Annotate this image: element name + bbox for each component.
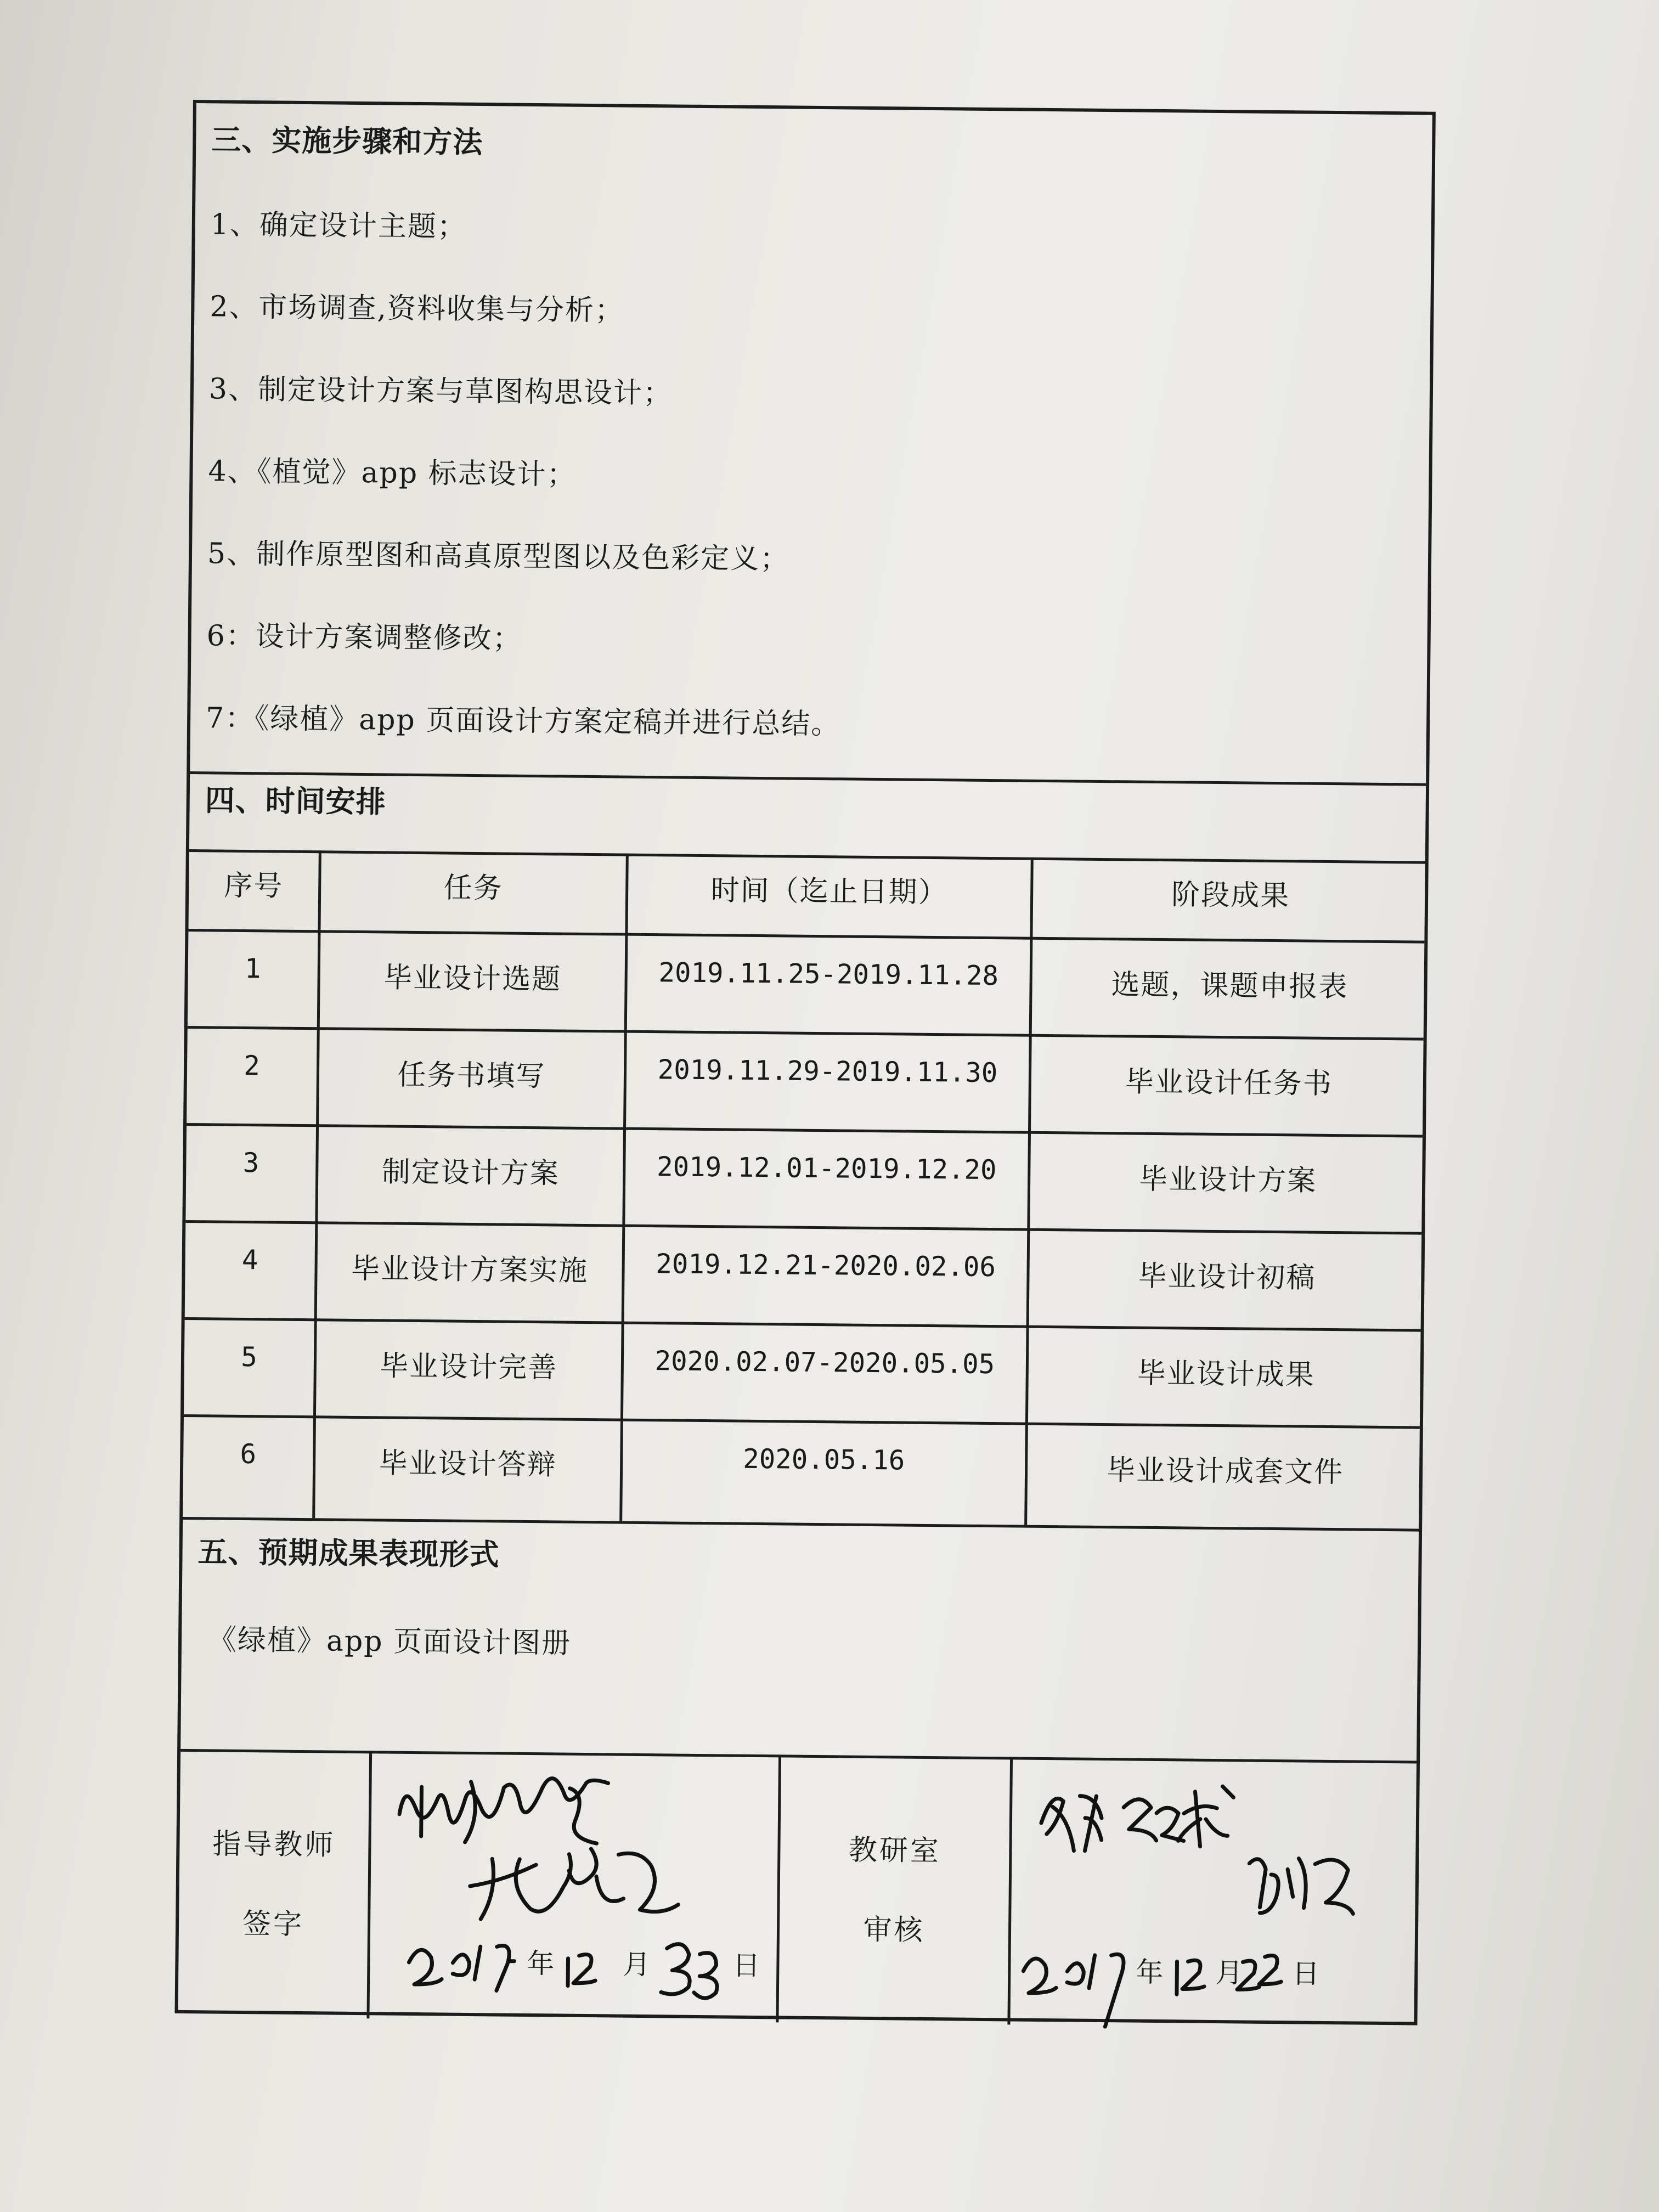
table-cell-index: 3 bbox=[242, 1147, 259, 1179]
table-cell-index: 1 bbox=[244, 952, 261, 985]
advisor-handwritten-signature: 年 月 日 bbox=[387, 1765, 768, 2012]
table-cell-result: 毕业设计成套文件 bbox=[1106, 1454, 1344, 1489]
advisor-label: 指导教师 bbox=[212, 1827, 336, 1862]
table-cell-result: 选题，课题申报表 bbox=[1111, 968, 1348, 1004]
table-cell-result: 毕业设计初稿 bbox=[1138, 1260, 1316, 1295]
section5-heading: 五、预期成果表现形式 bbox=[198, 1534, 500, 1572]
table-cell-task: 毕业设计方案实施 bbox=[351, 1252, 589, 1288]
expected-result-text: 《绿植》app 页面设计图册 bbox=[207, 1623, 572, 1660]
sig-col-divider bbox=[1007, 1757, 1013, 2024]
table-cell-index: 6 bbox=[240, 1438, 257, 1470]
step-item: 6：设计方案调整修改； bbox=[206, 619, 522, 656]
step-item: 7：《绿植》app 页面设计方案定稿并进行总结。 bbox=[205, 702, 841, 741]
step-item: 4、《植觉》app 标志设计； bbox=[208, 455, 577, 492]
table-cell-period: 2020.05.16 bbox=[742, 1443, 905, 1476]
advisor-label-sub: 签字 bbox=[242, 1908, 304, 1942]
table-cell-result: 毕业设计任务书 bbox=[1125, 1065, 1333, 1101]
office-handwritten-signature: 年 月 日 bbox=[1018, 1763, 1415, 2016]
step-item: 5、制作原型图和高真原型图以及色彩定义； bbox=[207, 537, 790, 576]
table-cell-task: 毕业设计答辩 bbox=[379, 1447, 557, 1482]
table-cell-index: 2 bbox=[244, 1049, 261, 1082]
column-header: 阶段成果 bbox=[1171, 878, 1290, 913]
table-cell-task: 毕业设计完善 bbox=[380, 1350, 558, 1385]
office-label: 教研室 bbox=[848, 1833, 941, 1868]
table-cell-task: 任务书填写 bbox=[397, 1058, 546, 1093]
table-cell-task: 制定设计方案 bbox=[381, 1155, 560, 1190]
table-cell-period: 2019.12.01-2019.12.20 bbox=[656, 1151, 997, 1186]
table-cell-task: 毕业设计选题 bbox=[383, 961, 562, 996]
table-cell-result: 毕业设计成果 bbox=[1137, 1357, 1316, 1392]
divider bbox=[180, 1749, 1417, 1764]
form-sheet bbox=[175, 100, 1436, 2025]
office-label-sub: 审核 bbox=[863, 1913, 925, 1947]
sig-col-divider bbox=[776, 1754, 781, 2022]
sig-col-divider bbox=[366, 1751, 372, 2018]
step-item: 1、确定设计主题； bbox=[210, 208, 467, 244]
table-cell-period: 2019.11.25-2019.11.28 bbox=[658, 957, 999, 992]
table-cell-result: 毕业设计方案 bbox=[1138, 1163, 1317, 1198]
step-item: 3、制定设计方案与草图构思设计； bbox=[208, 373, 673, 410]
table-cell-period: 2019.11.29-2019.11.30 bbox=[657, 1054, 998, 1089]
section4-heading: 四、时间安排 bbox=[205, 783, 387, 820]
column-header: 时间（迄止日期） bbox=[710, 874, 948, 910]
table-cell-index: 5 bbox=[240, 1341, 258, 1373]
table-cell-period: 2019.12.21-2020.02.06 bbox=[656, 1248, 996, 1283]
column-header: 序号 bbox=[223, 869, 284, 903]
table-cell-index: 4 bbox=[241, 1244, 258, 1276]
step-item: 2、市场调查,资料收集与分析； bbox=[210, 290, 625, 328]
table-cell-period: 2020.02.07-2020.05.05 bbox=[654, 1345, 995, 1380]
column-header: 任务 bbox=[443, 871, 504, 905]
section3-heading: 三、实施步骤和方法 bbox=[211, 122, 483, 160]
